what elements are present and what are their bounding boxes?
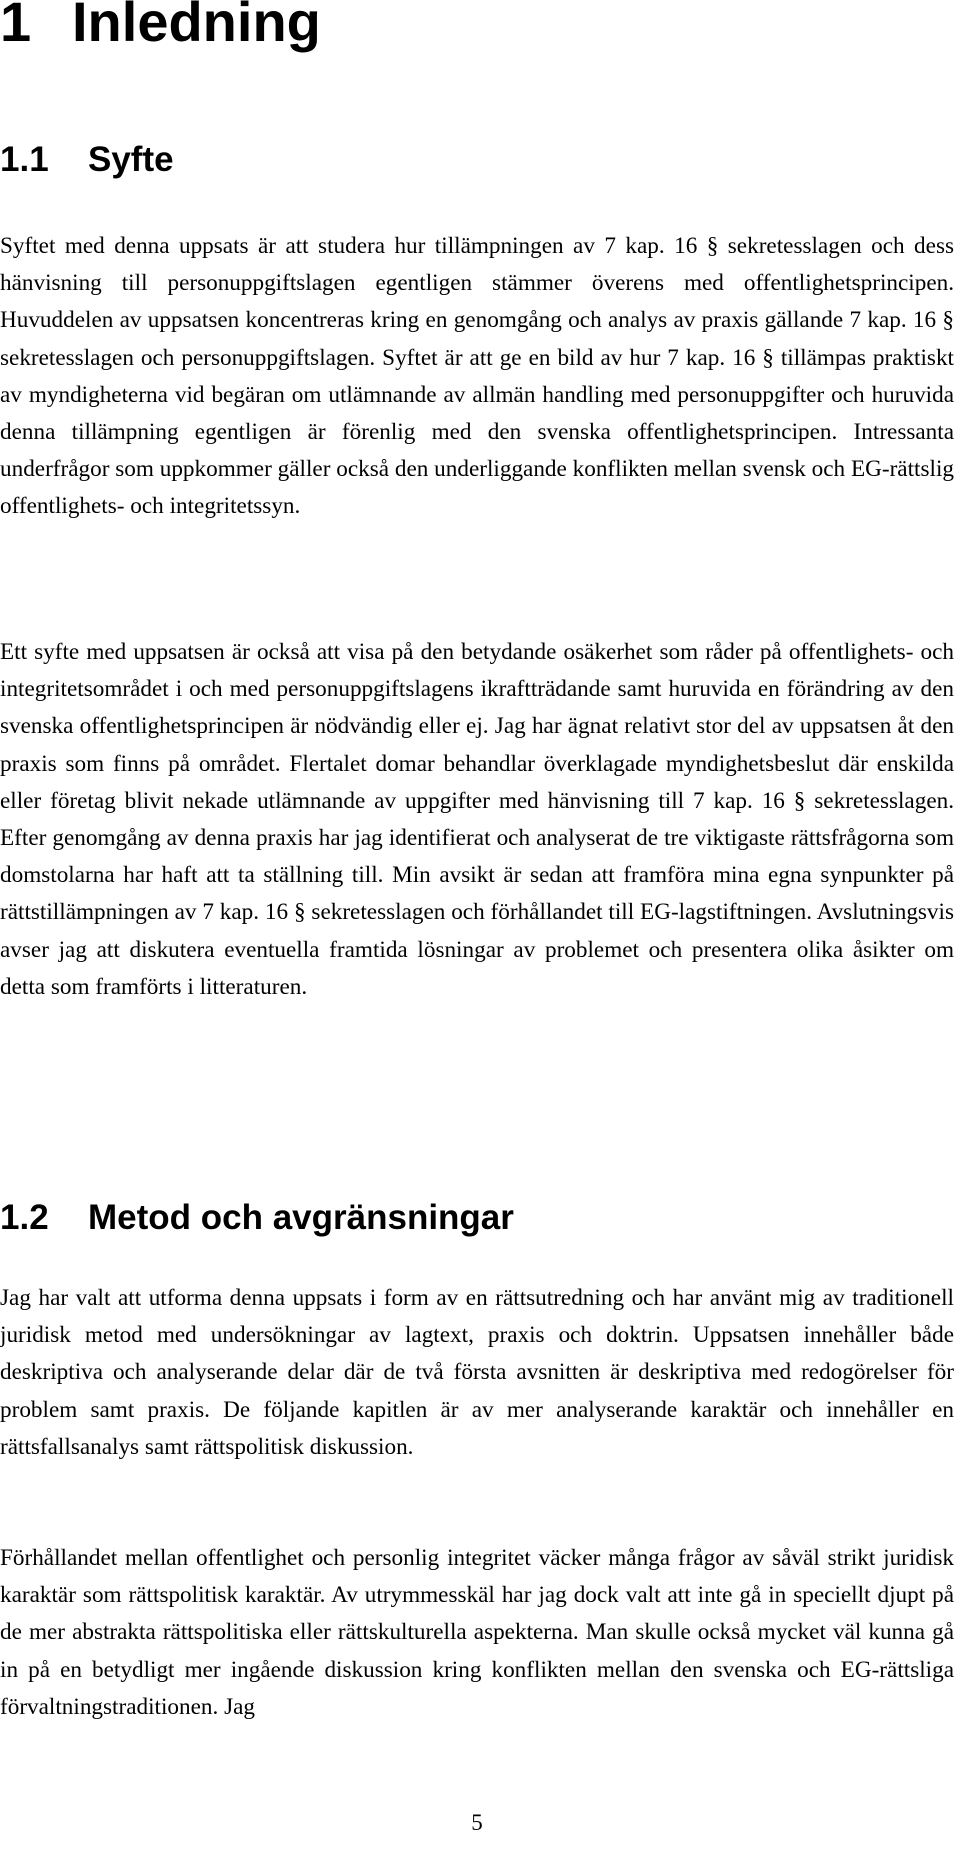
- paragraph: Ett syfte med uppsatsen är också att visa på den betydande osäkerhet som råder på offentlighets- och integritetsområdet i och med personuppgiftslagens ikraftträdande samt huruvida en förändring av den svenska offentlighetsprincipen är nödvändig eller ej. Jag har ägnat relativt stor del av uppsatsen åt den praxis som finns på området. Flertalet domar behandlar överklagade myndighetsbeslut där enskilda eller företag blivit nekade utlämnande av uppgifter med hänvisning till 7 kap. 16 § sekretesslagen. Efter genomgång av denna praxis har jag identifierat och analyserat de tre viktigaste rättsfrågorna som domstolarna har haft att ta ställning till. Min avsikt är sedan att framföra mina egna synpunkter på rättstillämpningen av 7 kap. 16 § sekretesslagen och förhållandet till EG-lagstiftningen. Avslutningsvis avser jag att diskutera eventuella framtida lösningar av problemet och presentera olika åsikter om detta som framförts i litteraturen.: [0, 639, 954, 1000]
- section-heading-metod: [0, 1194, 514, 1242]
- paragraph: Förhållandet mellan offentlighet och personlig integritet väcker många frågor av såväl strikt juridisk karaktär som rättspolitisk karaktär. Av utrymmesskäl har jag dock valt att inte gå in speciellt djupt på de mer abstrakta rättspolitiska eller rättskulturella aspekterna. Man skulle också mycket väl kunna gå in på en betydligt mer ingående diskussion kring konflikten mellan den svenska och EG-rättsliga förvaltningstraditionen. Jag: [0, 1545, 954, 1720]
- section-number: 1.2: [0, 1198, 49, 1237]
- chapter-title: Inledning: [72, 0, 321, 53]
- chapter-heading: [0, 0, 321, 58]
- paragraph: Syftet med denna uppsats är att studera hur tillämpningen av 7 kap. 16 § sekretesslagen och dess hänvisning till personuppgiftslagen egentligen stämmer överens med offentlighetsprincipen. Huvuddelen av uppsatsen koncentreras kring en genomgång och analys av praxis gällande 7 kap. 16 § sekretesslagen och personuppgiftslagen. Syftet är att ge en bild av hur 7 kap. 16 § tillämpas praktiskt av myndigheterna vid begäran om utlämnande av allmän handling med personuppgifter och huruvida denna tillämpning egentligen är förenlig med den svenska offentlighetsprincipen. Intressanta underfrågor som uppkommer gäller också den underliggande konflikten mellan svensk och EG-rättslig offentlighets- och integritetssyn.: [0, 233, 954, 520]
- section-title: Metod och avgränsningar: [88, 1198, 514, 1237]
- chapter-number: 1: [0, 0, 32, 53]
- section-title: Syfte: [88, 140, 174, 179]
- page-number: 5: [471, 1810, 483, 1835]
- section-number: 1.1: [0, 140, 49, 179]
- paragraph: Jag har valt att utforma denna uppsats i form av en rättsutredning och har använt mig av traditionell juridisk metod med undersökningar av lagtext, praxis och doktrin. Uppsatsen innehåller både deskriptiva och analyserande delar där de två första avsnitten är deskriptiva med redogörelser för problem samt praxis. De följande kapitlen är av mer analyserande karaktär och innehåller en rättsfallsanalys samt rättspolitisk diskussion.: [0, 1285, 954, 1460]
- section-heading-syfte: [0, 136, 174, 184]
